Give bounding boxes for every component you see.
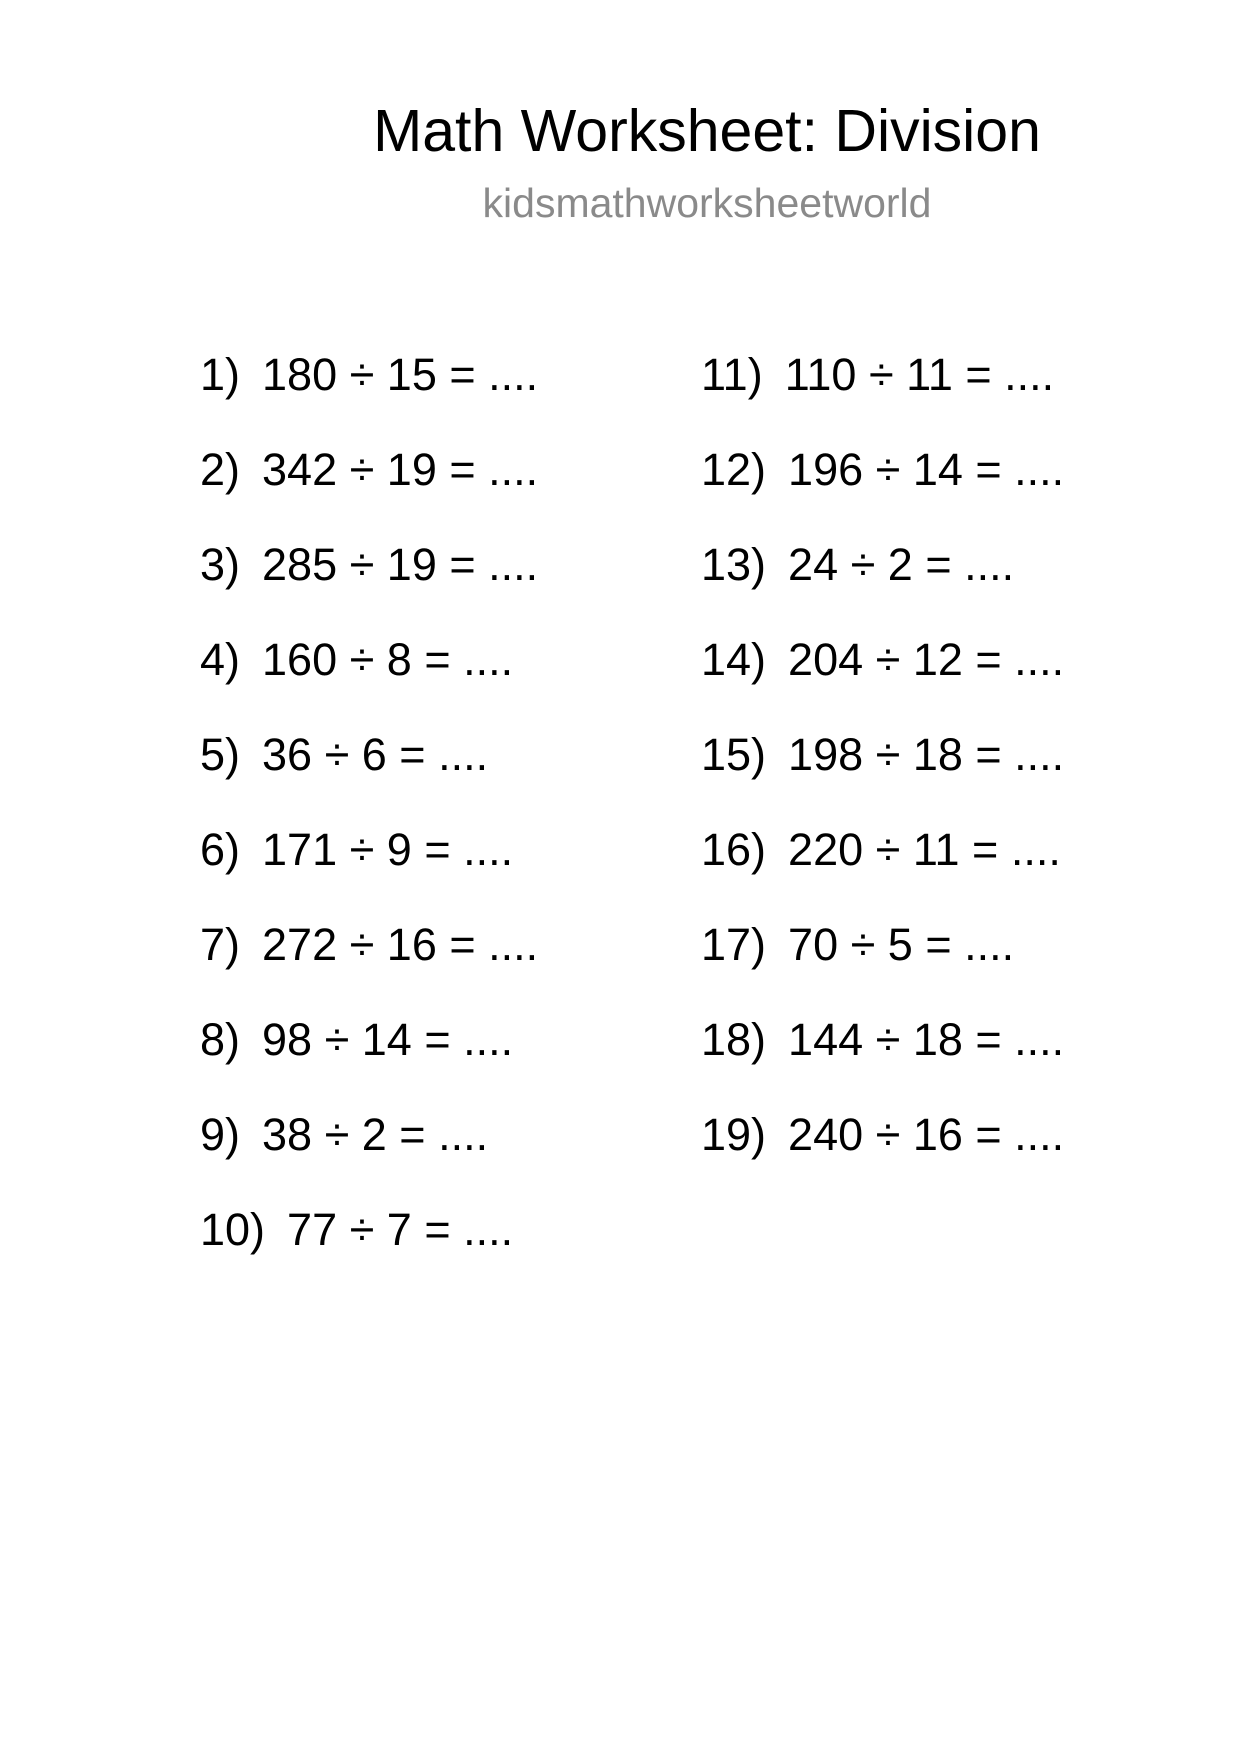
problem-1 [200, 350, 538, 445]
problem-expression: 285 ÷ 19 = .... [262, 539, 539, 590]
problem-11 [701, 350, 1064, 445]
problem-number: 18) [701, 1014, 767, 1065]
problem-expression: 171 ÷ 9 = .... [262, 824, 514, 875]
problem-expression: 98 ÷ 14 = .... [262, 1014, 514, 1065]
problem-number: 7) [200, 919, 241, 970]
problem-16 [701, 825, 1064, 920]
problem-number: 8) [200, 1014, 241, 1065]
problem-number: 11) [701, 349, 763, 400]
problem-number: 2) [200, 444, 241, 495]
problem-expression: 38 ÷ 2 = .... [262, 1109, 489, 1160]
problem-8 [200, 1015, 538, 1110]
problem-expression: 342 ÷ 19 = .... [262, 444, 539, 495]
problem-6 [200, 825, 538, 920]
problem-expression: 24 ÷ 2 = .... [788, 539, 1015, 590]
problems-right-column [701, 350, 1064, 1205]
problem-expression: 70 ÷ 5 = .... [788, 919, 1015, 970]
problem-expression: 196 ÷ 14 = .... [788, 444, 1065, 495]
problem-number: 9) [200, 1109, 241, 1160]
problem-expression: 144 ÷ 18 = .... [788, 1014, 1065, 1065]
problem-expression: 180 ÷ 15 = .... [262, 349, 539, 400]
problem-17 [701, 920, 1064, 1015]
problem-7 [200, 920, 538, 1015]
problem-18 [701, 1015, 1064, 1110]
problem-number: 12) [701, 444, 767, 495]
problem-number: 10) [200, 1204, 266, 1255]
page-title: Math Worksheet: Division [373, 98, 1041, 164]
problem-number: 19) [701, 1109, 767, 1160]
problem-number: 5) [200, 729, 241, 780]
problem-4 [200, 635, 538, 730]
problem-expression: 220 ÷ 11 = .... [788, 824, 1061, 875]
problem-number: 6) [200, 824, 241, 875]
problem-number: 3) [200, 539, 241, 590]
problem-number: 4) [200, 634, 241, 685]
problem-19 [701, 1110, 1064, 1205]
problem-expression: 110 ÷ 11 = .... [784, 349, 1055, 400]
problem-number: 15) [701, 729, 767, 780]
page-subtitle: kidsmathworksheetworld [482, 180, 932, 226]
problem-3 [200, 540, 538, 635]
problem-13 [701, 540, 1064, 635]
problem-5 [200, 730, 538, 825]
problem-expression: 36 ÷ 6 = .... [262, 729, 489, 780]
problem-expression: 240 ÷ 16 = .... [788, 1109, 1065, 1160]
problem-expression: 160 ÷ 8 = .... [262, 634, 514, 685]
problem-9 [200, 1110, 538, 1205]
problem-number: 1) [200, 349, 241, 400]
problem-number: 13) [701, 539, 767, 590]
problem-expression: 77 ÷ 7 = .... [287, 1204, 514, 1255]
problem-12 [701, 445, 1064, 540]
problem-2 [200, 445, 538, 540]
problem-expression: 198 ÷ 18 = .... [788, 729, 1065, 780]
problem-10 [200, 1205, 538, 1300]
problem-14 [701, 635, 1064, 730]
problem-15 [701, 730, 1064, 825]
problem-number: 16) [701, 824, 767, 875]
problem-expression: 272 ÷ 16 = .... [262, 919, 539, 970]
problem-number: 17) [701, 919, 767, 970]
problem-expression: 204 ÷ 12 = .... [788, 634, 1065, 685]
problems-left-column [200, 350, 538, 1300]
problem-number: 14) [701, 634, 767, 685]
